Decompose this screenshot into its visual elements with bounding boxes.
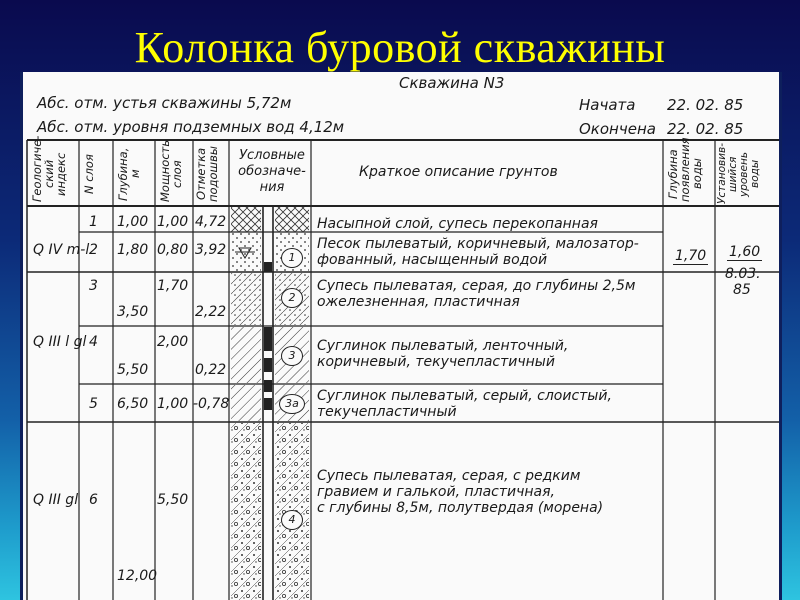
col-base-mark: Отметка подошвы <box>194 146 220 202</box>
finished-label: Окончена <box>579 120 656 138</box>
borehole-log-sheet <box>20 72 782 600</box>
wellhead-elevation: Абс. отм. устья скважины 5,72м <box>37 94 292 112</box>
geo-index-1: Q IV m-l <box>33 242 90 258</box>
groundwater-elevation: Абс. отм. уровня подземных вод 4,12м <box>37 118 345 136</box>
layer-6-no: 6 <box>89 492 98 508</box>
col-description: Краткое описание грунтов <box>359 164 558 180</box>
layer-2-depth: 1,80 <box>117 242 149 258</box>
well-title: Скважина N3 <box>399 74 505 92</box>
layer-6-thickness: 5,50 <box>157 492 189 508</box>
layer-4-depth: 5,50 <box>117 362 149 378</box>
layer-3-description: Супесь пылеватая, серая, до глубины 2,5м ожелезненная, пластичная <box>317 278 636 310</box>
layer-6-description: Супесь пылеватая, серая, с редким гравием и галькой, пластичная, с глубины 8,5м, полутвердая (морена) <box>317 468 604 516</box>
steady-level-date: 8.03. <box>725 266 761 282</box>
layer-1-depth: 1,00 <box>117 214 149 230</box>
layer-3-depth: 3,50 <box>117 304 149 320</box>
layer-4-mark: 0,22 <box>195 362 227 378</box>
col-geo-index: Геологиче- ский индекс <box>30 135 68 202</box>
layer-4-no: 4 <box>89 334 98 350</box>
layer-2-description: Песок пылеватый, коричневый, малозатор- фованный, насыщенный водой <box>317 236 639 268</box>
symbol-layer-2: 1 <box>281 248 303 268</box>
col-steady-level: Установив- шийся уровень воды <box>716 142 761 204</box>
col-symbols: Условные обозначе- ния <box>238 148 306 195</box>
layer-2-mark: 3,92 <box>195 242 227 258</box>
layer-4-description: Суглинок пылеватый, ленточный, коричневый, текучепластичный <box>317 338 569 370</box>
steady-level-year: 85 <box>733 282 751 298</box>
layer-3-mark: 2,22 <box>195 304 227 320</box>
symbol-layer-4: 3 <box>281 346 303 366</box>
col-layer-no: N слоя <box>82 154 96 194</box>
slide-title: Колонка буровой скважины <box>134 23 666 72</box>
geo-index-2: Q III l gl <box>33 334 87 350</box>
symbol-layer-3: 2 <box>281 288 303 308</box>
steady-level-value: 1,60 <box>729 244 761 260</box>
layer-1-mark: 4,72 <box>195 214 227 230</box>
started-date: 22. 02. 85 <box>667 96 744 114</box>
layer-3-no: 3 <box>89 278 98 294</box>
layer-5-no: 5 <box>89 396 98 412</box>
water-depth-value: 1,70 <box>675 248 707 264</box>
layer-5-mark: -0,78 <box>193 396 230 412</box>
layer-1-description: Насыпной слой, супесь перекопанная <box>317 216 598 232</box>
layer-1-thickness: 1,00 <box>157 214 189 230</box>
col-thickness: Мощность слоя <box>158 139 184 202</box>
col-water-depth: Глубина появления воды <box>666 137 704 202</box>
layer-2-thickness: 0,80 <box>157 242 189 258</box>
layer-5-description: Суглинок пылеватый, серый, слоистый, текучепластичный <box>317 388 612 420</box>
symbol-layer-5: 3а <box>279 394 305 414</box>
layer-5-thickness: 1,00 <box>157 396 189 412</box>
layer-3-thickness: 1,70 <box>157 278 189 294</box>
layer-6-depth: 12,00 <box>117 568 158 584</box>
symbol-layer-6: 4 <box>281 510 303 530</box>
layer-2-no: 2 <box>89 242 98 258</box>
col-depth: Глубина, м <box>116 147 142 201</box>
layer-1-no: 1 <box>89 214 98 230</box>
layer-5-depth: 6,50 <box>117 396 149 412</box>
layer-4-thickness: 2,00 <box>157 334 189 350</box>
geo-index-3: Q III gl <box>33 492 79 508</box>
started-label: Начата <box>579 96 636 114</box>
finished-date: 22. 02. 85 <box>667 120 744 138</box>
